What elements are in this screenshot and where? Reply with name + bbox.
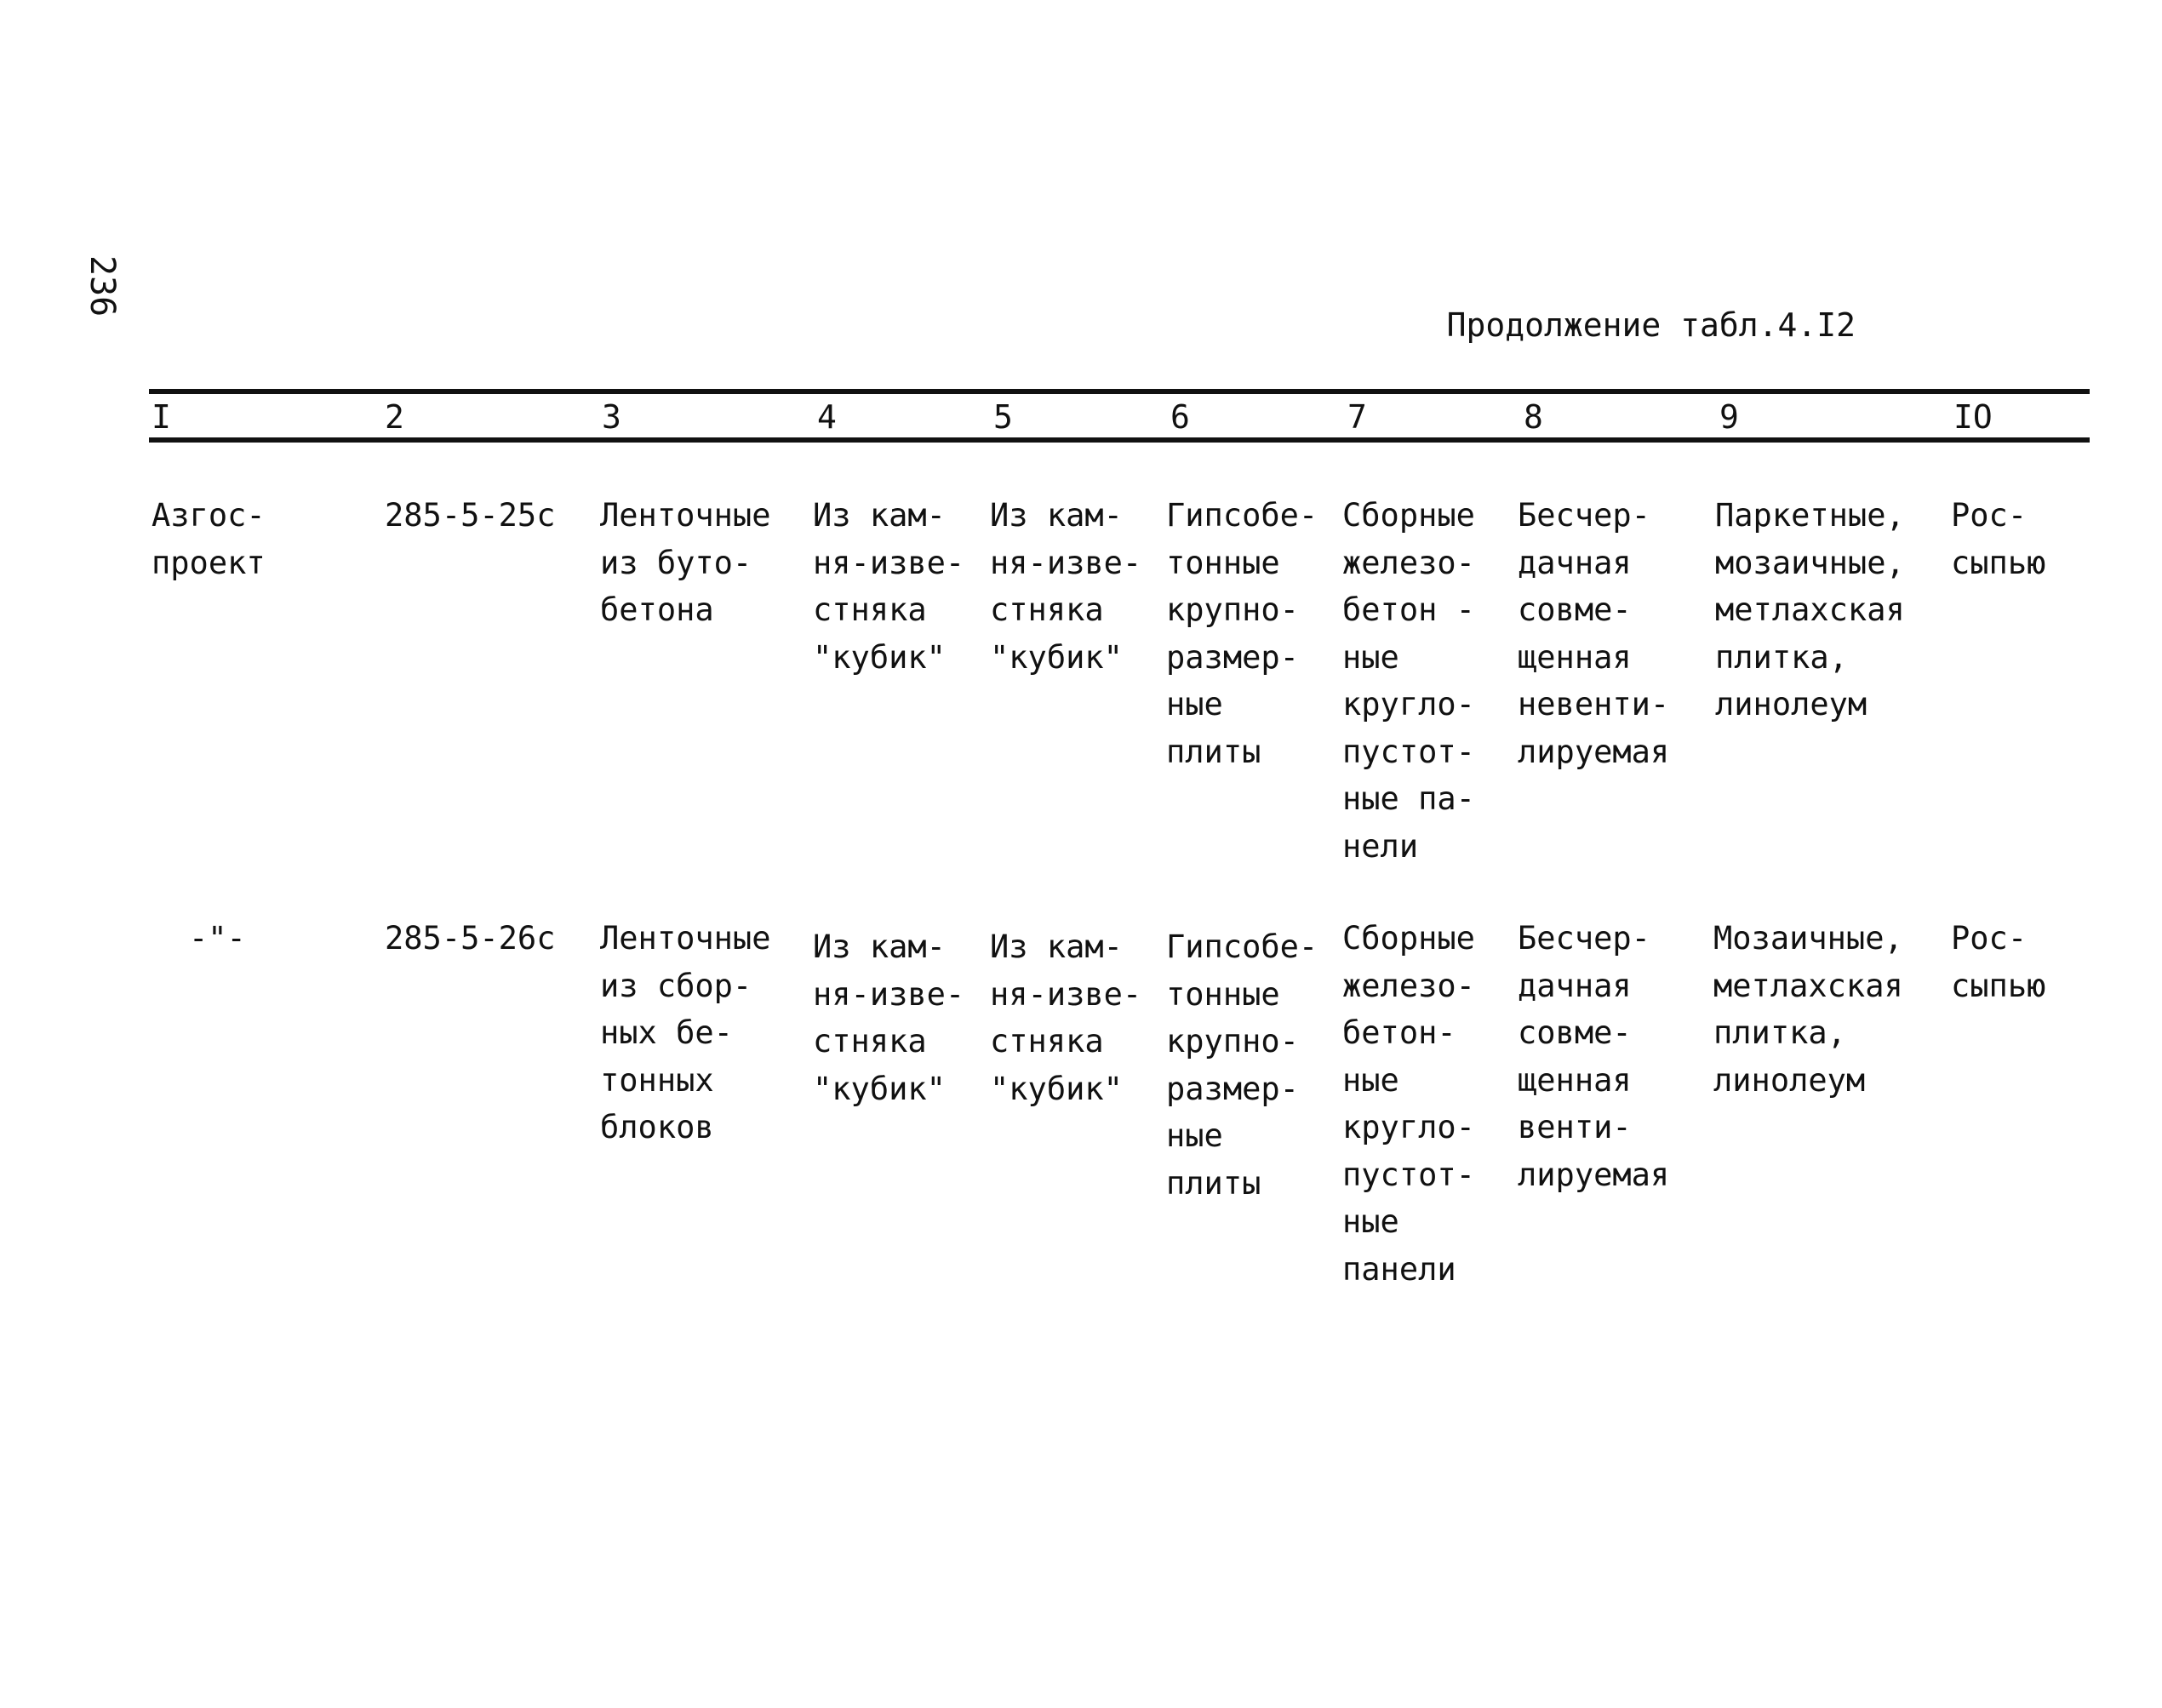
column-header-8: 8 (1524, 398, 1543, 436)
column-header-7: 7 (1347, 398, 1367, 436)
row-1-foundations: Ленточные из буто- бетона (600, 497, 771, 628)
row-1-insulation: Рос- сыпью (1951, 497, 2046, 581)
table-top-rule (149, 389, 2090, 394)
row-2-floors: Сборные железо- бетон- ные кругло- пустот- ные панели (1342, 920, 1475, 1288)
column-header-5: 5 (993, 398, 1013, 436)
row-1-walls-inner: Из кам- ня-изве- стняка "кубик" (990, 497, 1142, 676)
table-continuation-caption: Продолжение табл.4.I2 (1446, 306, 1856, 344)
column-header-9: 9 (1719, 398, 1739, 436)
row-2-insulation: Рос- сыпью (1951, 920, 2046, 1004)
row-2-floor-covering: Мозаичные, метлахская плитка, линолеум (1713, 920, 1903, 1099)
row-2-walls-inner: Из кам- ня-изве- стняка "кубик" (990, 928, 1142, 1107)
row-2-roof: Бесчер- дачная совме- щенная венти- лируемая (1518, 920, 1670, 1193)
row-2-organization: -"- (189, 920, 246, 957)
row-1-roof: Бесчер- дачная совме- щенная невенти- лируемая (1518, 497, 1670, 770)
table-header-rule (149, 437, 2090, 443)
page-number: 236 (83, 255, 122, 317)
column-header-2: 2 (385, 398, 404, 436)
row-1-organization: Азгос- проект (152, 497, 266, 581)
row-2-project-code: 285-5-26с (385, 920, 556, 957)
row-1-floors: Сборные железо- бетон - ные кругло- пустот- ные па- нели (1342, 497, 1475, 865)
row-2-partitions: Гипсобе- тонные крупно- размер- ные плиты (1166, 928, 1318, 1202)
row-2-walls-outer: Из кам- ня-изве- стняка "кубик" (813, 928, 965, 1107)
row-1-walls-outer: Из кам- ня-изве- стняка "кубик" (813, 497, 965, 676)
column-header-3: 3 (602, 398, 621, 436)
column-header-1: I (152, 398, 171, 436)
row-2-foundations: Ленточные из сбор- ных бе- тонных блоков (600, 920, 771, 1145)
row-1-floor-covering: Паркетные, мозаичные, метлахская плитка, линолеум (1715, 497, 1905, 723)
column-header-4: 4 (817, 398, 837, 436)
row-1-partitions: Гипсобе- тонные крупно- размер- ные плиты (1166, 497, 1318, 770)
column-header-6: 6 (1170, 398, 1190, 436)
column-header-10: IO (1953, 398, 1993, 436)
row-1-project-code: 285-5-25с (385, 497, 556, 534)
